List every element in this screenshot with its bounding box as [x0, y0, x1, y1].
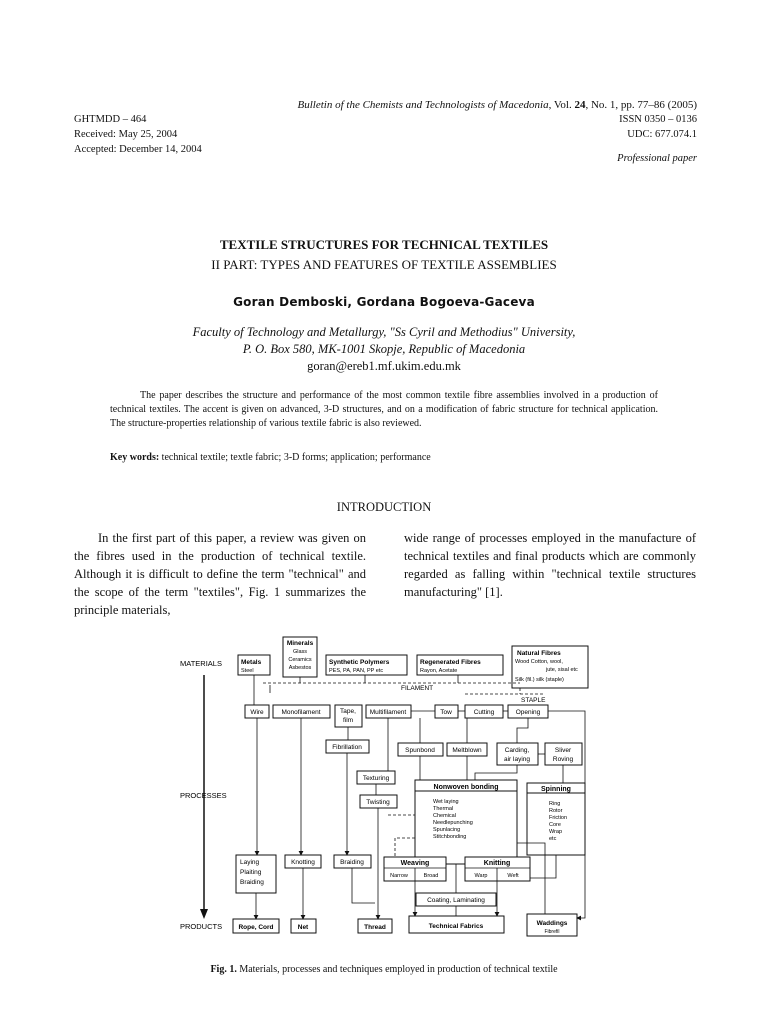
box-knitting: Knitting	[483, 860, 511, 867]
affiliation-line-2: P. O. Box 580, MK-1001 Skopje, Republic of Macedonia	[242, 342, 526, 356]
article-code: GHTMDD – 464	[74, 114, 147, 125]
box-minerals-asbestos: Asbestos	[288, 665, 312, 671]
figure-flowchart	[175, 633, 593, 943]
label-staple: STAPLE	[521, 697, 546, 704]
box-cutting: Cutting	[473, 709, 495, 716]
box-regenerated-sub: Rayon, Acetate	[420, 668, 458, 674]
accepted-date: Accepted: December 14, 2004	[74, 144, 202, 155]
weaving-broad: Broad	[423, 873, 439, 879]
figure-caption-text: Materials, processes and techniques employed in production of technical textile	[239, 964, 558, 975]
label-materials: MATERIALS	[180, 659, 222, 668]
spinning-rotor: Rotor	[549, 808, 563, 814]
box-spinning-title: Spinning	[541, 786, 571, 793]
box-fibrillation: Fibrillation	[332, 744, 362, 751]
keywords	[110, 452, 431, 463]
box-twisting: Twisting	[366, 799, 390, 806]
nonwoven-thermal: Thermal	[433, 806, 454, 812]
box-regenerated-title: Regenerated Fibres	[420, 659, 481, 666]
section-heading: INTRODUCTION	[336, 500, 432, 514]
box-texturing: Texturing	[362, 775, 390, 782]
box-nonwoven-title: Nonwoven bonding	[433, 784, 499, 791]
email[interactable]: goran@ereb1.mf.ukim.edu.mk	[307, 359, 461, 373]
knitting-weft: Weft	[507, 873, 519, 879]
box-spunbond: Spunbond	[405, 747, 435, 754]
box-airlaying: air laying	[503, 756, 531, 763]
box-film: film	[342, 717, 354, 724]
product-fibrefil: Fibrefil	[544, 929, 560, 935]
spinning-friction: Friction	[549, 815, 568, 821]
box-weaving: Weaving	[400, 860, 430, 867]
flowchart-svg	[175, 633, 593, 943]
authors: Goran Demboski, Gordana Bogoeva-Gaceva	[233, 295, 535, 309]
figure-caption-label: Fig. 1.	[210, 964, 237, 975]
box-natural-line2: jute, sisal etc	[546, 667, 578, 673]
box-roving: Roving	[552, 756, 574, 763]
box-monofilament: Monofilament	[281, 709, 321, 716]
box-metals-steel: Steel	[241, 668, 254, 674]
paper-title: TEXTILE STRUCTURES FOR TECHNICAL TEXTILES	[219, 237, 549, 252]
journal-citation: Bulletin of the Chemists and Technologists of Macedonia, Vol. 24, No. 1, pp. 77–86 (2005)	[297, 99, 697, 111]
nonwoven-chemical: Chemical	[433, 813, 456, 819]
box-natural-line3: Silk (fil.) silk (staple)	[515, 677, 564, 683]
box-sliver: Sliver	[554, 747, 572, 754]
received-date: Received: May 25, 2004	[74, 129, 178, 140]
box-laying: Laying	[240, 859, 260, 866]
box-natural-title: Natural Fibres	[517, 650, 561, 657]
spinning-wrap: Wrap	[549, 829, 563, 835]
affiliation	[0, 324, 768, 375]
label-products: PRODUCTS	[180, 922, 223, 931]
box-tape: Tape,	[340, 708, 356, 715]
box-minerals-title: Minerals	[286, 640, 314, 647]
publication-codes	[619, 112, 697, 142]
figure-caption	[0, 964, 768, 975]
keywords-text: technical textile; textle fabric; 3-D forms; application; performance	[161, 452, 431, 463]
box-synthetic-title: Synthetic Polymers	[329, 659, 390, 666]
box-minerals-ceramics: Ceramics	[288, 657, 312, 663]
nonwoven-wetlaying: Wet laying	[433, 799, 459, 805]
nonwoven-spunlacing: Spunlacing	[433, 827, 461, 833]
box-carding: Carding,	[504, 747, 530, 754]
abstract: The paper describes the structure and performance of the most common textile fibre assemblies involved in a production of technical textiles. The accent is given on advanced, 3-D structures, and on a modification of fabric structure for technical application. The structure-properties relationship of various textile fabric is also reviewed.	[110, 390, 658, 429]
spinning-core: Core	[549, 822, 561, 828]
keywords-label: Key words:	[110, 452, 160, 463]
box-minerals-glass: Glass	[292, 649, 308, 655]
label-processes: PROCESSES	[180, 791, 227, 800]
box-multifilament: Multifilament	[369, 709, 407, 716]
paper-subtitle: II PART: TYPES AND FEATURES OF TEXTILE ASSEMBLIES	[211, 257, 557, 272]
box-coating: Coating, Laminating	[427, 897, 485, 904]
udc: UDC: 677.074.1	[627, 129, 697, 140]
affiliation-line-1: Faculty of Technology and Metallurgy, "Ss Cyril and Methodius" University,	[192, 325, 576, 339]
box-opening: Opening	[515, 709, 541, 716]
product-thread: Thread	[364, 924, 386, 931]
paper-type: Professional paper	[617, 153, 697, 164]
box-braiding: Braiding	[340, 859, 364, 866]
product-waddings: Waddings	[536, 920, 568, 927]
box-knotting: Knotting	[291, 859, 315, 866]
weaving-narrow: Narrow	[390, 873, 408, 879]
box-braiding-left: Braiding	[240, 879, 264, 886]
spinning-etc: etc	[549, 836, 557, 842]
box-natural-line1: Wood Cotton, wool,	[515, 659, 563, 665]
label-filament: FILAMENT	[401, 685, 434, 692]
nonwoven-needlepunching: Needlepunching	[433, 820, 473, 826]
box-wire: Wire	[250, 709, 264, 716]
box-synthetic-sub: PES, PA, PAN, PP etc	[329, 668, 384, 674]
issn: ISSN 0350 – 0136	[619, 114, 697, 125]
product-rope: Rope, Cord	[238, 924, 274, 931]
product-net: Net	[297, 924, 309, 931]
spinning-ring: Ring	[549, 801, 561, 807]
box-plaiting: Plaiting	[240, 869, 262, 876]
intro-column-right: wide range of processes employed in the manufacture of technical textiles and final products which are commonly regarded as falling within "technical textile structures manufacturing" [1].	[404, 531, 696, 599]
nonwoven-stitchbonding: Stitchbonding	[433, 834, 467, 840]
intro-column-left: In the first part of this paper, a review was given on the fibres used in the production of technical textile. Although it is difficult to define the term "technical" and the scope of the term "textiles", Fig. 1 summarizes the principle materials,	[74, 531, 366, 617]
box-meltblown: Meltblown	[452, 747, 482, 754]
article-metadata	[74, 112, 202, 157]
box-tow: Tow	[440, 709, 452, 716]
knitting-warp: Warp	[474, 873, 488, 879]
product-technical-fabrics: Technical Fabrics	[428, 923, 484, 930]
box-metals-title: Metals	[241, 659, 262, 666]
